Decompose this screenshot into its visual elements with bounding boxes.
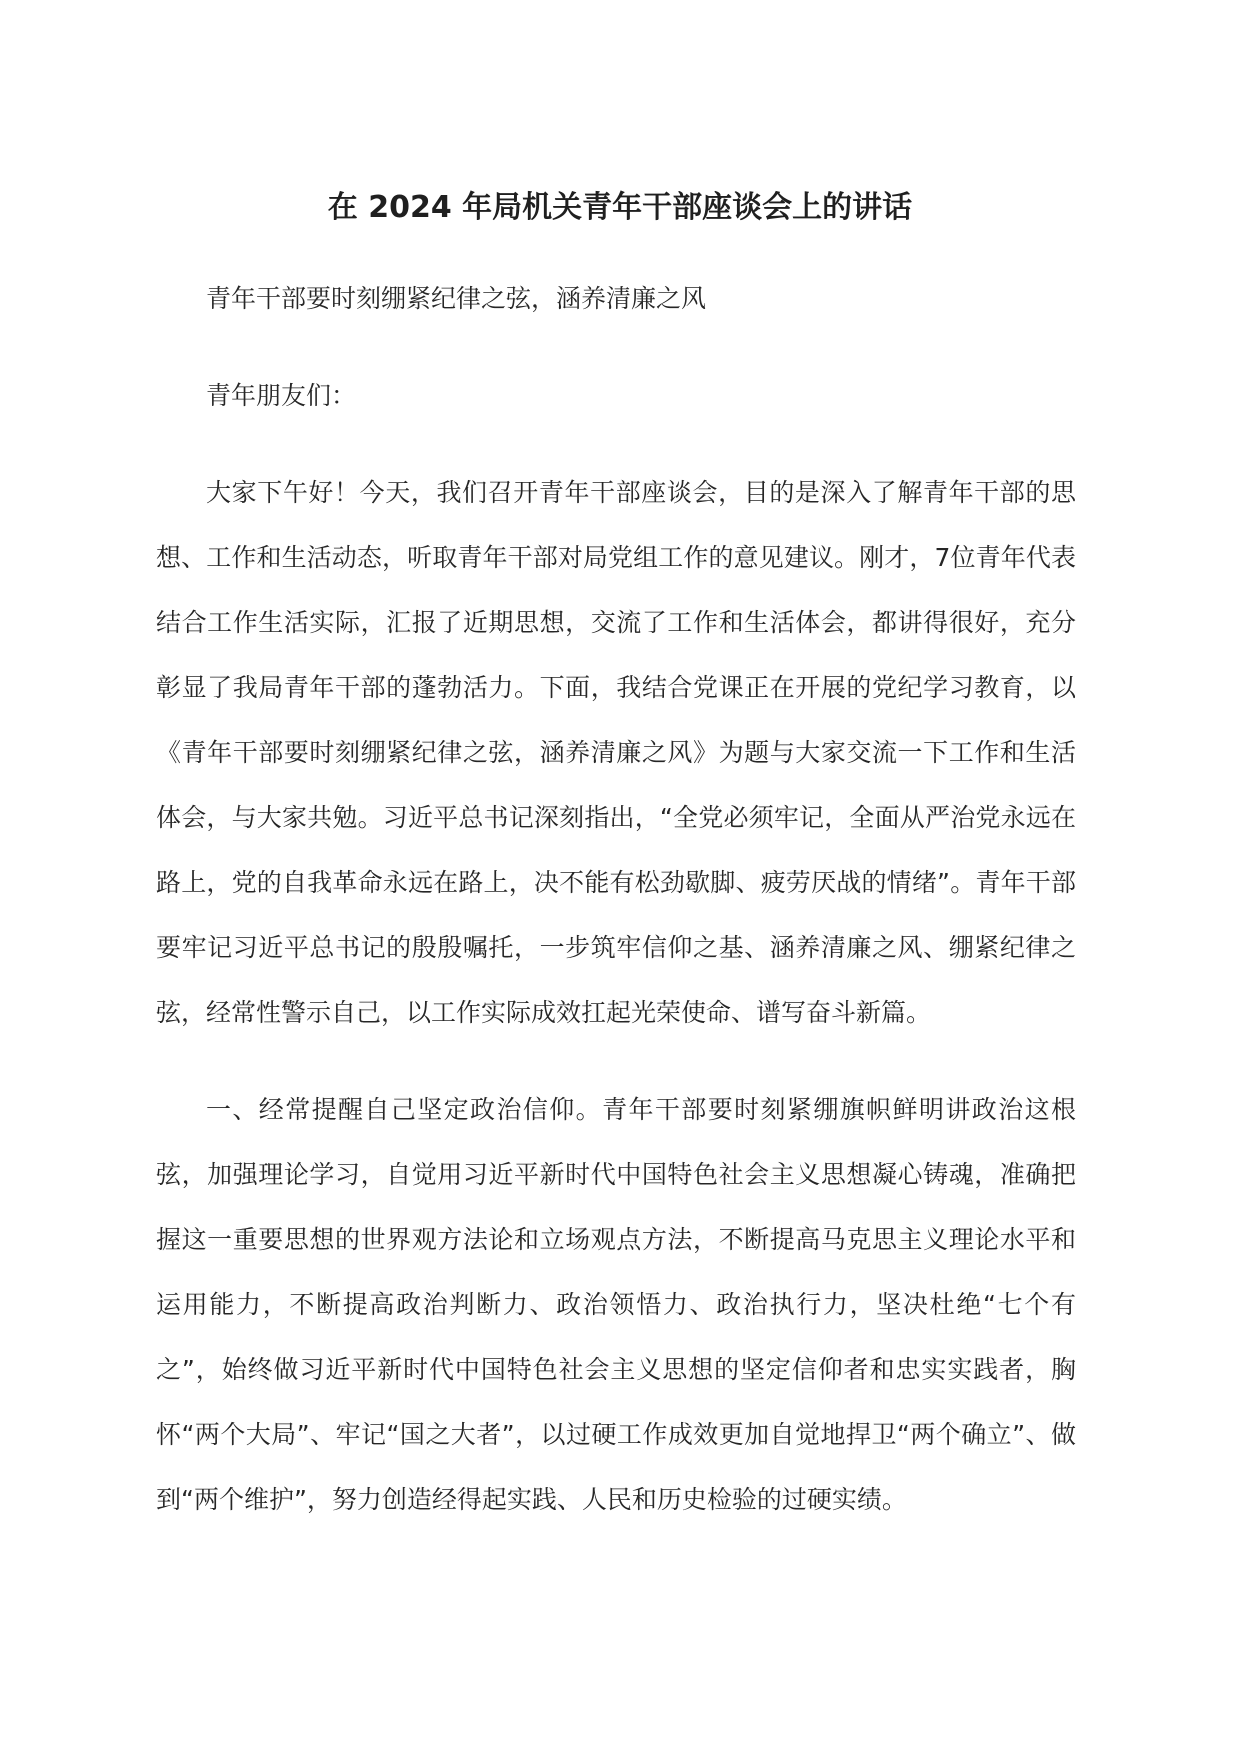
paragraph-section-one: 一、经常提醒自己坚定政治信仰。青年干部要时刻紧绷旗帜鲜明讲政治这根弦，加强理论学习，自觉用习近平新时代中国特色社会主义思想凝心铸魂，准确把握这一重要思想的世界观方法论和立场观点方法，不断提高马克思主义理论水平和运用能力，不断提高政治判断力、政治领悟力、政治执行力，坚决杜绝“七个有之”，始终做习近平新时代中国特色社会主义思想的坚定信仰者和忠实实践者，胸怀“两个大局”、牢记“国之大者”，以过硬工作成效更加自觉地捍卫“两个确立”、做到“两个维护”，努力创造经得起实践、人民和历史检验的过硬实绩。 (156, 1095, 1076, 1514)
salutation: 青年朋友们： (206, 381, 357, 410)
document-subtitle: 青年干部要时刻绷紧纪律之弦，涵养清廉之风 (206, 284, 707, 313)
document-title: 在 2024 年局机关青年干部座谈会上的讲话 (327, 190, 913, 225)
document-body (156, 266, 1076, 1532)
paragraph-intro: 大家下午好！今天，我们召开青年干部座谈会，目的是深入了解青年干部的思想、工作和生活动态，听取青年干部对局党组工作的意见建议。刚才，7位青年代表结合工作生活实际，汇报了近期思想，交流了工作和生活体会，都讲得很好，充分彰显了我局青年干部的蓬勃活力。下面，我结合党课正在开展的党纪学习教育，以《青年干部要时刻绷紧纪律之弦，涵养清廉之风》为题与大家交流一下工作和生活体会，与大家共勉。习近平总书记深刻指出，“全党必须牢记，全面从严治党永远在路上，党的自我革命永远在路上，决不能有松劲歇脚、疲劳厌战的情绪”。青年干部要牢记习近平总书记的殷殷嘱托，一步筑牢信仰之基、涵养清廉之风、绷紧纪律之弦，经常性警示自己，以工作实际成效扛起光荣使命、谱写奋斗新篇。 (156, 478, 1076, 1027)
